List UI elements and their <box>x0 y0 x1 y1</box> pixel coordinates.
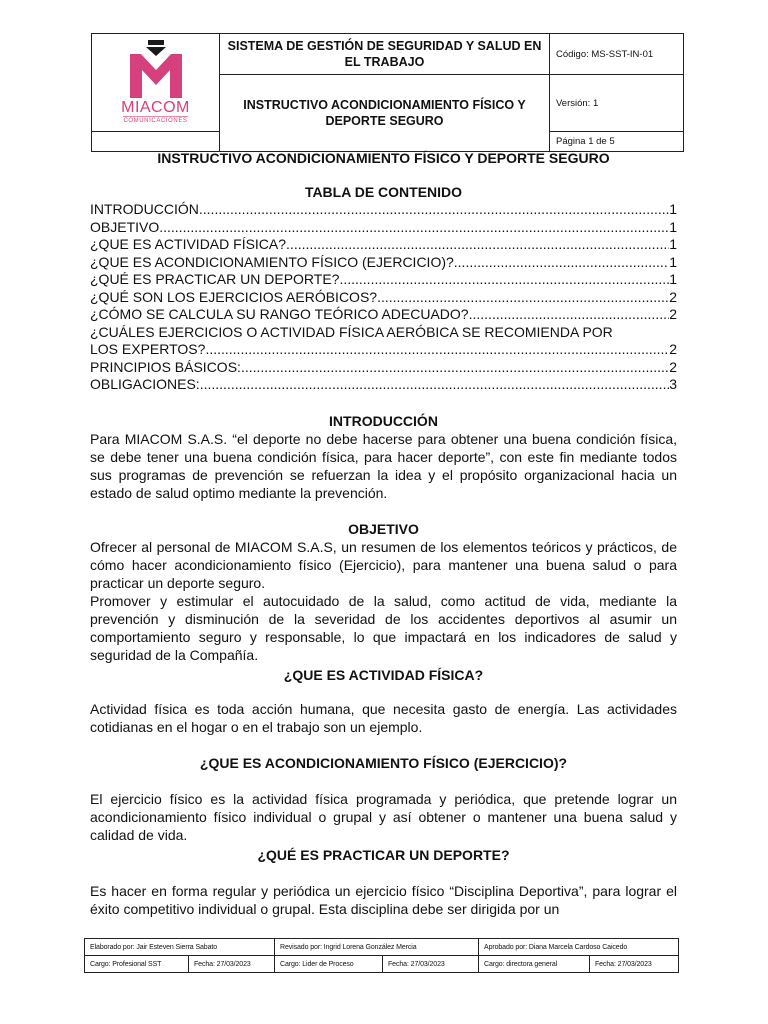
paragraph-objetivo-1: Ofrecer al personal de MIACOM S.A.S, un resumen de los elementos teóricos y prácticos, de cómo hacer acondicionamiento físico (Ejercicio), para mantener una buena salud o para practicar un deporte seguro. <box>90 538 677 591</box>
instructivo-title: INSTRUCTIVO ACONDICIONAMIENTO FÍSICO Y DEPORTE SEGURO <box>220 75 550 152</box>
document-code: Código: MS-SST-IN-01 <box>550 34 684 75</box>
toc-item[interactable]: PRINCIPIOS BÁSICOS: ..... 2 <box>90 359 677 377</box>
document-header <box>91 33 684 152</box>
miacom-logo-icon <box>128 40 184 98</box>
cargo-aprobado: Cargo: directora general <box>479 956 590 973</box>
document-footer <box>84 938 679 973</box>
toc-item[interactable]: ¿QUÉ SON LOS EJERCICIOS AERÓBICOS? ..... 2 <box>90 289 677 307</box>
toc-item[interactable]: ¿QUÉ ES PRACTICAR UN DEPORTE? ..... 1 <box>90 271 677 289</box>
toc-item[interactable]: OBJETIVO ..... 1 <box>90 219 677 237</box>
heading-introduccion: INTRODUCCIÓN <box>329 412 438 429</box>
heading-actividad-fisica: ¿QUE ES ACTIVIDAD FÍSICA? <box>283 666 484 683</box>
revisado-por: Revisado por: Ingrid Lorena González Mercia <box>275 939 479 956</box>
system-title: SISTEMA DE GESTIÓN DE SEGURIDAD Y SALUD EN EL TRABAJO <box>220 34 550 75</box>
fecha-elaborado: Fecha: 27/03/2023 <box>189 956 275 973</box>
toc-title: TABLA DE CONTENIDO <box>304 184 463 200</box>
table-of-contents <box>90 201 677 394</box>
toc-item[interactable]: OBLIGACIONES: ..... 3 <box>90 376 677 394</box>
company-logo <box>92 40 219 125</box>
cargo-elaborado: Cargo: Profesional SST <box>85 956 189 973</box>
paragraph-acondicionamiento: El ejercicio físico es la actividad física programada y periódica, que pretende lograr un acondicionamiento físico individual o grupal y así obtener o mantener una buena salud y calidad de vida. <box>90 790 677 843</box>
fecha-aprobado: Fecha: 27/03/2023 <box>590 956 679 973</box>
heading-deporte: ¿QUÉ ES PRACTICAR UN DEPORTE? <box>257 846 510 863</box>
logo-brand: MIACOM <box>121 99 190 116</box>
paragraph-deporte: Es hacer en forma regular y periódica un ejercicio físico “Disciplina Deportiva”, para lograr el éxito competitivo individual o grupal. Esta disciplina debe ser dirigida por un <box>90 882 677 917</box>
paragraph-introduccion: Para MIACOM S.A.S. “el deporte no debe hacerse para obtener una buena condición física, se debe tener una buena condición física, para hacer deporte”, con este fin mediante todos sus programas de prevención se refuerzan la idea y el propósito organizacional hacia un estado de salud optimo mediante la prevención. <box>90 430 677 501</box>
page-number: Página 1 de 5 <box>550 132 684 152</box>
heading-objetivo: OBJETIVO <box>348 520 419 537</box>
logo-cell <box>92 34 220 132</box>
cargo-revisado: Cargo: Lider de Proceso <box>275 956 383 973</box>
toc-item[interactable]: ¿CUÁLES EJERCICIOS O ACTIVIDAD FÍSICA AERÓBICA SE RECOMIENDA POR LOS EXPERTOS? ..... 2 <box>90 324 677 359</box>
paragraph-objetivo-2: Promover y estimular el autocuidado de la salud, como actitud de vida, mediante la prevención y disminución de la severidad de los accidentes deportivos al asumir un comportamiento seguro y responsable, lo que impactará en los indicadores de salud y seguridad de la Compañía. <box>90 592 677 663</box>
toc-item[interactable]: ¿CÓMO SE CALCULA SU RANGO TEÓRICO ADECUADO? ..... 2 <box>90 306 677 324</box>
document-body <box>90 149 677 918</box>
aprobado-por: Aprobado por: Diana Marcela Cardoso Caicedo <box>479 939 679 956</box>
document-version: Versión: 1 <box>550 75 684 132</box>
document-title: INSTRUCTIVO ACONDICIONAMIENTO FÍSICO Y DEPORTE SEGURO <box>157 150 610 166</box>
paragraph-actividad-fisica: Actividad física es toda acción humana, que necesita gasto de energía. Las actividades cotidianas en el hogar o en el trabajo son un ejemplo. <box>90 700 677 735</box>
toc-item[interactable]: INTRODUCCIÓN ..... 1 <box>90 201 677 219</box>
toc-item[interactable]: ¿QUE ES ACTIVIDAD FÍSICA? ..... 1 <box>90 236 677 254</box>
toc-item[interactable]: ¿QUE ES ACONDICIONAMIENTO FÍSICO (EJERCICIO)? ..... 1 <box>90 254 677 272</box>
fecha-revisado: Fecha: 27/03/2023 <box>383 956 479 973</box>
logo-subtitle: COMUNICACIONES <box>123 118 188 124</box>
elaborado-por: Elaborado por: Jair Esteven Sierra Sabato <box>85 939 275 956</box>
heading-acondicionamiento: ¿QUE ES ACONDICIONAMIENTO FÍSICO (EJERCICIO)? <box>199 754 568 771</box>
